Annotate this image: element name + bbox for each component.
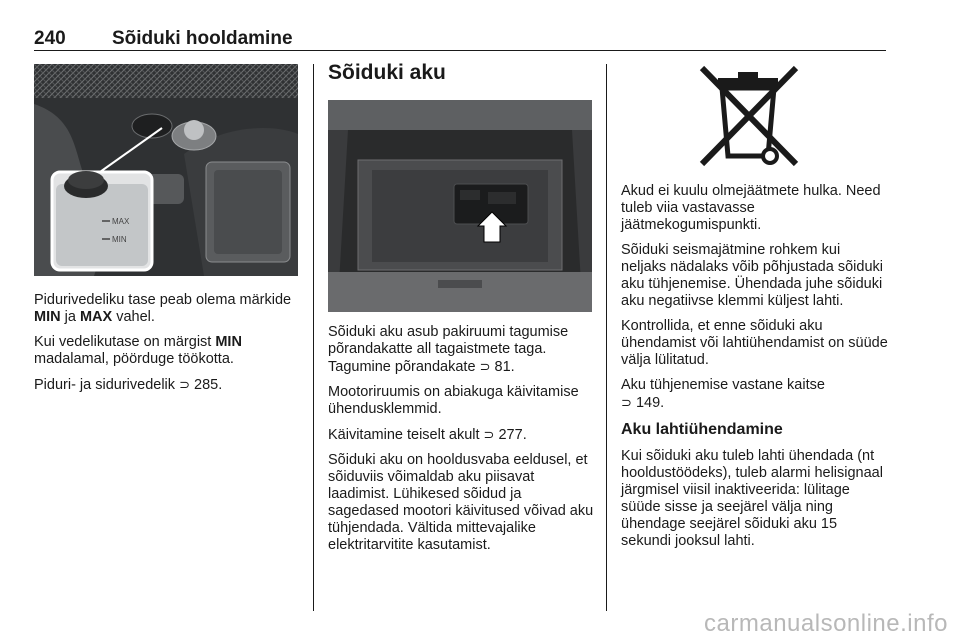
trunk-battery-photo (328, 100, 592, 312)
engine-bay-illustration (34, 64, 298, 276)
page-reference[interactable]: 81 (494, 359, 511, 375)
min-label: MIN (215, 334, 242, 350)
max-label: MAX (79, 309, 113, 325)
paragraph: Käivitamine teiselt akult ⊃ 277. (328, 427, 527, 443)
paragraph: Aku tühjenemise vastane kaitse ⊃ 149. (621, 377, 825, 411)
page-reference[interactable]: 285 (194, 377, 219, 393)
right-column (621, 183, 889, 558)
paragraph: Akud ei kuulu olmejäätmete hulka. Need tuleb viia vastavasse jäätmekogumispunkti. (621, 183, 881, 233)
page-number: 240 (34, 28, 66, 49)
brake-fluid-reservoir-photo (34, 64, 298, 276)
middle-column (328, 61, 594, 84)
paragraph: Kontrollida, et enne sõiduki aku ühendamist või lahtiühendamist on süüde välja lülitatud. (621, 318, 888, 368)
column-divider (606, 64, 607, 611)
left-column (34, 292, 298, 402)
weee-bin-symbol (688, 64, 808, 170)
page-reference-icon: ⊃ (483, 427, 495, 442)
page-reference[interactable]: 277 (498, 427, 523, 443)
paragraph: Mootoriruumis on abiakuga käivitamise ühendusklemmid. (328, 384, 579, 417)
column-divider (313, 64, 314, 611)
paragraph: Kui vedelikutase on märgist MIN madalamal, pöörduge töökotta. (34, 334, 242, 367)
trunk-illustration (328, 100, 592, 312)
paragraph: Sõiduki aku asub pakiruumi tagumise põrandakatte all tagaistmete taga. Tagumine põrandakate ⊃ 81. (328, 324, 569, 375)
page-header (34, 28, 886, 51)
max-mark: MAX (112, 217, 130, 226)
paragraph: Sõiduki seismajätmine rohkem kui neljaks nädalaks võib põhjustada sõiduki aku tühjenemise. Ühendada juhe sõiduki aku negatiivse klemmi küljest lahti. (621, 242, 883, 309)
page-reference[interactable]: 149 (635, 395, 661, 411)
watermark: carmanualsonline.info (704, 610, 948, 637)
min-mark: MIN (112, 235, 127, 244)
section-title: Sõiduki hooldamine (112, 28, 293, 49)
paragraph: Piduri- ja sidurivedelik ⊃ 285. (34, 377, 223, 393)
crossed-bin-icon (688, 64, 808, 170)
section-heading: Sõiduki aku (328, 61, 446, 84)
paragraph: Pidurivedeliku tase peab olema märkide MIN ja MAX vahel. (34, 292, 292, 325)
min-label: MIN (34, 309, 61, 325)
page-reference-icon: ⊃ (479, 359, 491, 374)
middle-column-text (328, 324, 594, 562)
page-reference-icon: ⊃ (179, 377, 190, 392)
page-reference-icon: ⊃ (621, 395, 632, 410)
paragraph: Sõiduki aku on hooldusvaba eeldusel, et sõiduviis võimaldab aku piisavat laadimist. Lühikesed sõidud ja sagedased mootori käivitused võivad aku tühjendada. Vältida mittevajalike elektritarvitite kasutamist. (328, 452, 594, 553)
subsection-heading: Aku lahtiühendamine (621, 421, 783, 438)
paragraph: Kui sõiduki aku tuleb lahti ühendada (nt hooldustöödeks), tuleb alarmi helisignaal järgmisel viisil inaktiveerida: lülitage süüde sisse ja seejärel välja ning ühendage seejärel sõiduki aku 15 sekundi jooksul lahti. (621, 448, 883, 549)
